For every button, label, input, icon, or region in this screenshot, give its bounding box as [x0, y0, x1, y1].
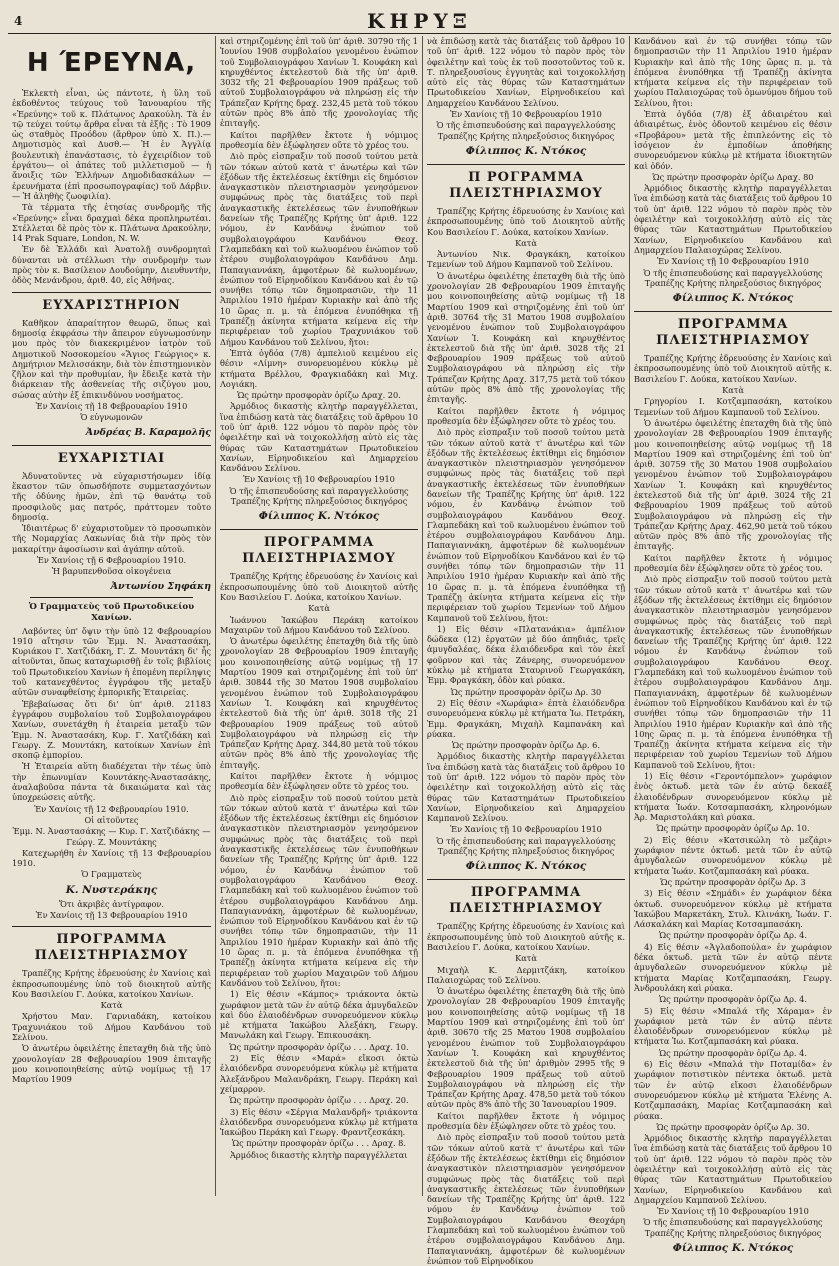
auction-paragraph: 1) Εἰς θέσιν «Γεροντόμπελον» χωράφιον ἑνὸς ὀκτωδ. μετὰ τῶν ἐν αὐτῷ δεκαέξ ἐλαιοδένδρων συνορευόμενον κύκλῳ μὲ κτήματα Ἰωάν. Κοτσαμπασάκη, κληρονόμων Ἀρ. Μαριστολάκη καὶ ρύακα. [634, 771, 832, 823]
column-2 [215, 36, 422, 1196]
auction-paragraph: Τραπέζης Κρήτης ἑδρευούσης ἐν Χανίοις καὶ ἐκπροσωπουμένης ὑπὸ τοῦ Διοικητοῦ αὐτῆς Κου Βασιλείου Γ. Δούκα, κατοίκου Χανίων. [220, 571, 418, 602]
auction-offer: Ὡς πρώτην προσφορὰν ὁρίζω Δρ. 30. [656, 1121, 810, 1132]
thanks-text: Καθῆκον ἀπαραίτητον θεωρῶ, ὅπως καὶ δημοσίᾳ ἐκφράσω τὴν ἄπειρον εὐγνωμοσύνην μου πρὸς τὸν διακεκριμένον ἰατρὸν τοῦ Δημοτικοῦ Νοσοκομείου «Ἅγιος Γεώργιος» κ. Δημήτριον Μελισσάκην, διὰ τὸν ἐπιστημονικὸν ζῆλον καὶ τὴν προθυμίαν, ἣν ἔδειξε κατὰ τὴν διάρκειαν τῆς ἀσθενείας τῆς σιζύγου μου, σώσας αὐτὴν ἐξ ἐπικινδύνου νοσήματος. [12, 317, 211, 400]
auction-date: Ἐν Χανίοις τῇ 10 Φεβρουαρίου 1910 [657, 256, 809, 267]
ereuna-title: Η ΈΡΕΥΝΑ, [26, 48, 197, 78]
auction-lawyer-note: Ὁ τῆς ἐπισπευδούσης καὶ παραγγελλούσης Τραπέζης Κρήτης πληρεξούσιος δικηγόρος [436, 835, 616, 857]
notary-applicants: Ἐμμ. Ν. Ἀναστασάκης — Κυρ. Γ. Χατζιδάκης — Γεώργ. Ζ. Μουντάκης [12, 826, 211, 847]
notary-heading: Ὁ Γραμματεὺς τοῦ Πρωτοδικείου Χανίων. [28, 601, 195, 623]
auction-paragraph: Τραπέζης Κρήτης ἑδρευούσης ἐν Χανίοις καὶ ἐκπροσωπουμένης ὑπὸ τοῦ Διοικητοῦ αὐτῆς κ. Βασιλείου Γ. Δούκα, κατοίκου Χανίων. [634, 353, 832, 384]
auction-paragraph: Κανδάνου καὶ ἐν τῷ συνήθει τόπῳ τῶν δημοπρασιῶν τὴν 11 Ἀπριλίου 1910 ἡμέραν Κυριακὴν καὶ ἀπὸ τῆς 10ης ὥρας π. μ. τὰ ἑπόμενα ἐνυπόθηκα τῇ Τραπέζῃ ἀκίνητα κτήματα κείμενα εἰς τὴν περιφέρειαν τοῦ χωρίου Παλαιοχώρας τοῦ ὁμωνύμου δήμου τοῦ Σελίνου, ἤτοι: [634, 36, 832, 108]
auction-date: Ἐν Χανίοις τῇ 10 Φεβρουαρίου 1910 [450, 824, 602, 835]
auction-paragraph: Ἰωάννου Ἰακώβου Περάκη κατοίκου Μαχαιρῶν τοῦ Δήμου Κανδάνου τοῦ Σελίνου. [220, 614, 418, 635]
auction-paragraph: 1) Εἰς θέσιν «Κάμπος» τριάκοντα ὀκτὼ χωράφιον μετὰ τῶν ἐν αὐτῷ δέκα ἀμυγδαλεῶν καὶ δύο ἐλαιοδένδρων συνορευόμενον κύκλῳ μὲ κτήματα Ἰακώβου Ἀλεξάκη, Γεωργ. Μανωλάκη καὶ Γεωργ. Ἐπικουσάκη. [220, 989, 418, 1041]
auction-offer: Ὡς πρώτην προσφορὰν ὁρίζω . . . Δραχ. 10. [229, 1041, 409, 1052]
auction-paragraph: Ἁρμόδιος δικαστὴς κλητὴρ παραγγέλλεται ἵνα ἐπιδώσῃ κατὰ τὰς διατάξεις τοῦ ἄρθρου 10 τοῦ ὑπ' ἀριθ. 122 νόμου τὸ παρὸν πρὸς τὸν ὀφειλέτην καὶ τοιχοκολλήσῃ αὐτὸ εἰς τὰς θύρας τῶν Καταστημάτων Πρωτοδικείου Χανίων, Εἰρηνοδικείου καὶ Δημαρχείου Καμπανοῦ Σελίνου. [427, 751, 625, 824]
auction-paragraph: Ἁρμόδιος δικαστὴς κλητὴρ παραγγέλλεται [230, 1149, 408, 1160]
auction-signature: Φίλιππος Κ. Ντόκος [465, 860, 587, 873]
running-head [8, 6, 831, 34]
auction-kata: Κατὰ [722, 385, 744, 396]
auction-paragraph: Ἁρμόδιος δικαστὴς κλητὴρ παραγγέλλεται ἵνα ἐπιδώσῃ κατὰ τὰς διατάξεις τοῦ ἄρθρου 10 τοῦ ὑπ' ἀριθ. 122 νόμου τὸ παρὸν πρὸς τὸν ὀφειλέτην καὶ τοιχοκολλήσῃ αὐτὸ εἰς τὰς θύρας τῶν Καταστημάτων Πρωτοδικείου Χανίων, Εἰρηνοδικείου Κανδάνου καὶ Δημαρχείου Παλαιοχώρας Σελίνου. [634, 183, 832, 255]
auction-kata: Κατὰ [100, 1000, 123, 1011]
auction-paragraph: Ὁ ἀνωτέρω ὀφειλέτης ἐπεταχθη διὰ τῆς ὑπὸ χρονολογίαν 28 Φεβρουαρίου 1909 ἐπιταγῆς μου κοινοποιηθείσης αὐτῷ νομίμως τῇ 17 Μαρτίου 1909 καὶ στηριζομένης ἐπὶ τοῦ ὑπ' ἀριθ. 30844 τῆς 30 Ματου 1908 συμβολαίου γενομένου ἐνώπιον τοῦ Συμβολαιογράφου Χανίων Ἰ. Κουφάκη καὶ κηρυχθέντος ἐκτελεστοῦ διὰ τῆς ὑπ' ἀριθ. 3018 τῆς 21 Φεβρουαρίου 1909 πράξεως τοῦ αὐτοῦ Συμβολαιογράφου νὰ πληρώσῃ εἰς τὴν Τράπεζαν Κρήτης Δραχ. 344,80 μετὰ τοῦ τόκου αὐτῶν πρὸς 8% ἀπὸ τῆς χρονολογίας τῆς ἐπιταγῆς. [220, 636, 418, 770]
thanks-signature: Ἀνδρέας Β. Καραμολῆς [85, 426, 211, 438]
auction-offer: Ὡς πρώτην προσφορὰν ὁρίζω Δρ. 3 [660, 876, 806, 887]
auction-paragraph: Γρηγορίου Ι. Κοτζαμπασάκη, κατοίκου Τεμενίων τοῦ Δήμου Καμπανοῦ τοῦ Σελίνου. [634, 396, 832, 417]
notary-date: Ἐν Χανίοις τῇ 12 Φεβρουαρίου 1910. [34, 803, 189, 814]
auction-offer: Ὡς πρώτην προσφορὰν ὁρίζω . . . Δραχ. 8. [231, 1138, 406, 1149]
auction-paragraph: Τραπέζης Κρήτης ἑδρευούσης ἐν Χανίοις καὶ ἐκπροσωπουμένης ὑπὸ τοῦ Διοικητοῦ αὐτῆς Κου Βασιλείου Γ. Δούκα, κατοίκου Χανίων. [427, 205, 625, 237]
auction-paragraph: Ὁ ἀνωτέρω ὀφειλέτης ἐπεταχθη διὰ τῆς ὑπὸ χρονολογίαν 28 Φεβρουαρίου 1909 ἐπιταγῆς μου κοινοποιηθείσης αὐτῷ νομίμως τῇ 18 Μαρτίου 1909 καὶ στηριζομένης ἐπὶ τοῦ ὑπ' ἀριθ. 30670 τῆς 25 Ματου 1908 συμβολαίου γενομένου ἐνώπιον τοῦ Συμβολαιογράφου Χανίων Ἰ. Κουφάκη καὶ κηρυχθέντος ἐκτελεστοῦ διὰ τῆς ὑπ' ἀριθμὸν 2995 τῆς 9 Φεβρουαρίου 1909 πράξεως τοῦ αὐτοῦ Συμβολαιογράφου νὰ πληρώσῃ εἰς τὴν Τράπεζαν Κρήτης Δραχ. 478,50 μετὰ τοῦ τόκου αὐτῶν πρὸς 8% ἀπὸ τῆς 30 Ἰανουαρίου 1909. [427, 986, 625, 1110]
auction-paragraph: Ἑπτὰ ὀγδόα (7/8) ἐξ ἀδιαιρέτου καὶ ἀδιαιρέτως, ἑνὸς ὀδοντοῦ κειμένου εἰς θέσιν «Προβάρου» μετὰ τῆς ἐπιπλεόντης εἰς τὸ ἰσόγειον ἐν ἐμποδίων ἀποθήκης συνορευόμενον κύκλῳ μὲ κτήματα ἰδιοκτητῶν καὶ ὁδόν. [634, 109, 832, 171]
notary-secretary: Κ. Νυστεράκης [65, 883, 158, 896]
auction-kata: Κατὰ [515, 237, 537, 248]
auction-paragraph: Ἑπτὰ ὀγδόα (7/8) ἀμπελιοῦ κειμένου εἰς θέσιν «Λίμνη» συνορευομένου κύκλῳ μὲ κτήματα Βρέλλου, Φραγκιαδάκη καὶ Μιχ. Λογιάκη. [220, 347, 418, 389]
auction-paragraph: Ἁρμόδιος δικαστὴς κλητὴρ παραγγέλλεται, ἵνα ἐπιδώσῃ κατὰ τὰς διατάξεις τοῦ ἄρθρου 10 τοῦ ὑπ' ἀριθ. 122 νόμου τὸ παρὸν πρὸς τὸν ὀφειλέτην καὶ νὰ τοιχοκολλήσῃ αὐτὸ εἰς τὰς θύρας τῶν Καταστημάτων Πρωτοδικείου Χανίων, Εἰρηνοδικείου καὶ Δημαρχείου Κανδάνου Σελίνου. [220, 401, 418, 474]
auction-paragraph: 3) Εἰς θέσιν «Σημάδι» ἐν χωράφιον δέκα ὀκτωδ. συνορευόμενον κύκλῳ μὲ κτήματα Ἰακώβου Μαρκετάκη, Στυλ. Κλινάκη, Ἰωάν. Γ. Λάσκαλάκη καὶ Μαρίας Κοτσαμπασάκη. [634, 888, 832, 930]
auction-paragraph: 2) Εἰς θέσιν «Κατσικώλη τὸ μεζάρι» χωράφιον πέντε ὀκτωδ. μετὰ τῶν ἐν αὐτῷ ἀμυγδαλεῶν συνορευόμενον κύκλῳ μὲ κτήματα Ἰωάν. Κοτζαμπασάκη καὶ ρύακα. [634, 834, 832, 876]
auction-offer: Ὡς πρώτην προσφορὰν ὁρίζω Δρ. 4. [659, 1047, 807, 1058]
column-1 [8, 36, 215, 1196]
auction-offer: Ὡς πρώτην προσφορὰν ὁρίζω Δρ. 10. [656, 823, 810, 834]
auction-paragraph: Διὸ πρὸς εἰσπραξιν τοῦ ποσοῦ τούτου μετὰ τῶν τόκων αὐτοῦ κατὰ τ' ἀνωτέρω καὶ τῶν ἐξόδων τῆς ἐκτελέσεως ἐκτίθημι εἰς δημόσιον ἀναγκαστικὸν πλειστηριασμὸν γενησόμενον συμφώνως πρὸς τὰς διατάξεις τοῦ περὶ ἀναγκαστικῆς ἐκτελέσεως τῶν ἐνυποθήκων δανείων τῆς Τραπέζης Κρήτης ὑπ' ἀριθ. 122 νόμου ἐν Κανδάνῳ ἐνώπιον τοῦ Συμβολαιογράφου Κανδάνου Θεοχάρη Γλαμπεδάκη καὶ τοῦ κωλυομένου ἐνώπιον τοῦ ἑτέρου συμβολαιογράφου Κανδάνου Δημ. Παπαγιαννάκη, ἀμφοτέρων δὲ κωλυομένων ἐνώπιον τοῦ Εἰρηνοδίκου [427, 1132, 625, 1266]
notary-secretary-label: Ὁ Γραμματεὺς [81, 869, 142, 880]
thanks2-family: Ἡ βαρυπενθοῦσα οἰκογένεια [51, 566, 172, 577]
auction-signature: Φίλιππος Κ. Ντόκος [465, 144, 587, 157]
auction-paragraph: Καίτοι παρῆλθεν ἔκτοτε ἡ νόμιμος προθεσμία δὲν ἐξώφλησεν οὔτε τὸ χρέος του. [427, 405, 625, 426]
auction-signature: Φίλιππος Κ. Ντόκος [258, 510, 380, 523]
auction-paragraph: 2) Εἰς θέσιν «Μαρά» εἴκοσι ὀκτὼ ἐλαιόδενδρα συνορευόμενα κύκλῳ μὲ κτήματα Ἀλεξάνδρου Μαλανδράκη, Γεωργ. Περάκη καὶ χείμαρρον. [220, 1053, 418, 1094]
auction-offer: Ὡς πρώτην προσφορὰν ὁρίζω Δραχ. 80 [652, 171, 814, 182]
auction-paragraph: Ἀντωνίου Νικ. Φραγκάκη, κατοίκου Τεμενίων τοῦ Δήμου Καμπανοῦ τοῦ Σελίνου. [427, 249, 625, 270]
auction-paragraph: 1) Εἰς θέσιν «Πλατανάκια» ἀμπέλιον δώδεκα (12) ἐργατῶν μὲ δύο ἀπηδιάς, τρεῖς ἀμυγδαλέας, δέκα ἐλαιόδενδρα καὶ τὸν ἐκεῖ φοῦρνον καὶ τὰς Ζάνερης, συνορευόμενον κύκλῳ μὲ κτήματα Σταυρινοῦ Γεωργακάκη, Ἐμμ. Φραγκάκη, ὁδὸν καὶ ρύακα. [427, 623, 625, 686]
auction-signature: Φίλιππος Κ. Ντόκος [672, 292, 794, 305]
auction-paragraph: Ὁ ἀνωτέρω ὀφειλέτης ἐπεταχθη διὰ τῆς ὑπὸ χρονολογίαν 28 Φεβρουαρίου 1909 ἐπιταγῆς μου κοινοποιηθείσης αὐτῷ νομίμως τῇ 17 Μαρτίου 1909 [12, 1043, 211, 1085]
auction-paragraph: καὶ στηριζομένης ἐπὶ τοῦ ὑπ' ἀριθ. 30790 τῆς 1 Ἰουνίου 1908 συμβολαίου γενομένου ἐνώπιον τοῦ Συμβολαιογράφου Χανίων Ἰ. Κουφάκη καὶ κηρυχθέντος ἐκτελεστοῦ διὰ τῆς ὑπ' ἀριθ. 3032 τῆς 21 Φεβρουαρίου 1909 πράξεως τοῦ αὐτοῦ Συμβολαιογράφου νὰ πληρώσῃ εἰς τὴν Τράπεζαν Κρήτης δραχ. 232,45 μετὰ τοῦ τόκου αὐτῶν πρὸς 8% ἀπὸ τῆς χρονολογίας τῆς ἐπιταγῆς. [220, 36, 418, 129]
auction-paragraph: Μιχαὴλ Κ. Δερμιτζάκη, κατοίκου Παλαιοχώρας τοῦ Σελίνου. [427, 964, 625, 985]
notary-registered: Κατεχωρήθη ἐν Χανίοις τῇ 13 Φεβρουαρίου 1910. [12, 847, 211, 869]
divider [30, 597, 193, 598]
columns [8, 36, 832, 1266]
auction-offer: Ὡς πρώτην προσφορὰν ὁρίζω Δρ. 6. [452, 740, 600, 751]
notary-paragraph: Ἐβεβαίωσας ὅτι δι' ὑπ' ἀριθ. 21183 ἐγγράφου συμβολαίου τοῦ Συμβολαιογράφου Χανίων, συνετάχθη ἡ ἑταιρεία μεταξὺ τῶν Ἐμμ. Ν. Ἀναστασάκη, Κυρ. Γ. Χατζιδάκη καὶ Γεωργ. Ζ. Μουντάκη, κατοίκων Χανίων ἐπὶ σκοπῷ ἐμπορίου. [12, 698, 211, 761]
thanks-grateful: Ὁ εὐγνωμονῶν [80, 412, 143, 423]
auction-paragraph: Ἁρμόδιος δικαστὴς κλητὴρ παραγγέλλεται ἵνα ἐπιδώσῃ κατὰ τὰς διατάξεις τοῦ ἄρθρου 10 τοῦ ὑπ' ἀριθ. 122 νόμου τὸ παρὸν πρὸς τὸν ὀφειλέτην καὶ τοιχοκολλήσῃ αὐτὸ εἰς τὰς θύρας τῶν Καταστημάτων Πρωτοδικείου Χανίων, Εἰρηνοδικείου Κανδάνου καὶ Δημαρχείου Καμπανοῦ Σελίνου. [634, 1133, 832, 1205]
auction-signature: Φίλιππος Κ. Ντόκος [672, 1242, 794, 1255]
auction-kata: Κατὰ [515, 953, 537, 964]
auction-paragraph: Καίτοι παρῆλθεν ἔκτοτε ἡ νόμιμος προθεσμία δὲν ἐξώφλησεν οὔτε τὸ χρέος του. [220, 129, 418, 150]
auction-title: ΠΡΟΓΡΑΜΜΑ ΠΛΕΙΣΤΗΡΙΑΣΜΟΥ [12, 926, 211, 964]
auction-paragraph: Χρήστου Μαν. Γαρνιαδάκη, κατοίκου Τραχυνιάκου τοῦ Δήμου Κανδάνου τοῦ Σελίνου. [12, 1011, 211, 1043]
auction-date: Ἐν Χανίοις τῇ 10 Φεβρουαρίου 1910 [450, 109, 602, 120]
thanks-date: Ἐν Χανίοις τῇ 18 Φεβρουαρίου 1910 [35, 401, 188, 412]
notary-applicants-label: Οἱ αἰτοῦντες [84, 814, 139, 825]
ereuna-paragraph: Ἐν δὲ Ἑλλάδι καὶ Ἀνατολῇ συνδρομηταὶ δύνανται νὰ στέλλωσι τὴν συνδρομὴν των πρὸς τὸν κ. Βασίλειον Δουδούμην, Διευθυντὴν, ὁδὸς Μενάνδρου, ἀριθ. 40, εἰς Ἀθήνας. [12, 244, 211, 286]
auction-paragraph: 5) Εἰς θέσιν «Μπαλά τῆς Χάραμα» ἐν χωράφιον μετὰ τῶν ἐν αὐτῷ πέντε ἐλαιοδένδρων συνορευόμενον κύκλῳ μὲ κτήματα Ἰω. Κοτζαμπασάκη καὶ ρύακα. [634, 1005, 832, 1047]
auction-kata: Κατὰ [308, 603, 330, 614]
auction-paragraph: Ὁ ἀνωτέρω ὀφειλέτης ἐπεταχθη διὰ τῆς ὑπὸ χρονολογίαν 28 Φεβρουαρίου 1909 ἐπιταγῆς μου κοινοποιηθείσης αὐτῷ νομίμως τῇ 18 Μαρτίου 1909 καὶ στηριζομένης ἐπὶ τοῦ ὑπ' ἀριθ. 30764 τῆς 31 Ματου 1908 συμβολαίου γενομένου ἐνώπιον τοῦ Συμβολαιογράφου Χανίων Ἰ. Κουφάκη καὶ κηρυχθέντος ἐκτελεστοῦ διὰ τῆς ὑπ' ἀριθ. 3028 τῆς 21 Φεβρουαρίου 1909 πράξεως τοῦ αὐτοῦ Συμβολαιογράφου νὰ πληρώσῃ εἰς τὴν Τράπεζαν Κρήτης Δραχ. 317,75 μετὰ τοῦ τόκου αὐτῶν πρὸς 8% ἀπὸ τῆς χρονολογίας τῆς ἐπιταγῆς. [427, 270, 625, 405]
notary-paragraph: Ἡ Ἑταιρεία αὕτη διαδέχεται τὴν τέως ὑπὸ τὴν ἐπωνυμίαν Κουντάκης-Ἀναστασάκης, ἀναλαβοῦσα πάντα τὰ δικαιώματα καὶ τὰς ὑποχρεώσεις αὐτῆς. [12, 761, 211, 803]
auction-paragraph: 6) Εἰς θέσιν «Μπαλά τὴν Ποταμίδα» ἐν χωράφιον ποτιστικὸν πέντεκα ὀκτωδ. μετὰ τῶν ἐν αὐτῷ εἴκοσι ἐλαιοδένδρων συνορευόμενον κύκλῳ μὲ κτήματα Ἐλένης Α. Κοτζαμπασάκη, Μαρίας Κοτζαμπασάκη καὶ ρύακα. [634, 1059, 832, 1121]
auction-paragraph: 3) Εἰς θέσιν «Σέργια Μαλανδρῆ» τριάκοντα ἐλαιόδενδρα συνορευόμενα κύκλῳ μὲ κτήματα Ἰακώβου Περάκη καὶ Γεωργ. Φραντζεσκάκη. [220, 1106, 418, 1138]
auction-paragraph: νὰ ἐπιδώσῃ κατὰ τὰς διατάξεις τοῦ ἄρθρου 10 τοῦ ὑπ' ἀριθ. 122 νόμου τὸ παρὸν πρὸς τὸν ὀφειλέτην καὶ τοὺς ἐκ τοῦ ποσοτοῦντος τοῦ κ. Τ. πληρεξουσίους ἐγγυητὰς καὶ τοιχοκολλήσῃ αὐτὸ εἰς τὰς θύρας τῶν Καταστημάτων Πρωτοδικείου Χανίων, Εἰρηνοδικείου καὶ Δημαρχείου Κανδάνου Σελίνου. [427, 36, 625, 108]
notary-copy-date: Ἐν Χανίοις τῇ 13 Φεβρουαρίου 1910 [35, 910, 188, 920]
auction-paragraph: Τραπέζης Κρήτης ἑδρευούσης ἐν Χανίοις καὶ ἐκπροσωπουμένης ὑπὸ τοῦ Διοικητοῦ αὐτῆς κ. Βασιλείου Γ. Δούκα, κατοίκου Χανίων. [427, 921, 625, 952]
auction-lawyer-note: Ὁ τῆς ἐπισπευδούσης καὶ παραγγελλούσης Τραπέζης Κρήτης πληρεξούσιος δικηγόρος [643, 1217, 823, 1238]
notary-paragraph: Λαβόντες ὑπ' ὄψιν τὴν ὑπὸ 12 Φεβρουαρίου 1910 αἴτησιν τῶν Ἐμμ. Ν. Ἀναστασάκη, Κυριάκου Γ. Χατζιδάκη, Γ. Ζ. Μουντάκη δι' ἧς αἰτοῦνται, ὅπως καταχωρισθῇ ἐν τοῖς βιβλίοις τοῦ Πρωτοδικείου Χανίων ἡ ἐπομένη περίληψις τοῦ κατανεχθέντος ἐγγράφου τῆς μεταξὺ αὐτῶν συναφθείσης ἑμπορικῆς Ἑταιρείας. [12, 625, 211, 698]
auction-paragraph: Καίτοι παρῆλθεν ἔκτοτε ἡ νόμιμος προθεσμία δὲν ἐξώφλησεν οὔτε τὸ χρέος του. [220, 771, 418, 792]
thanks2-title: ΕΥΧΑΡΙΣΤΙΑΙ [12, 445, 211, 467]
auction-offer: Ὡς πρώτην προσφορὰν ὁρίζω . . . Δραχ. 20. [229, 1095, 409, 1106]
masthead: ΚΗΡΥΞ [367, 9, 472, 33]
thanks-title: ΕΥΧΑΡΙΣΤΗΡΙΟΝ [12, 292, 211, 314]
auction-paragraph: Διὸ πρὸς εἰσπραξιν τοῦ ποσοῦ τούτου μετὰ τῶν τόκων αὐτοῦ κατὰ τ' ἀνωτέρω καὶ τῶν ἐξόδων τῆς ἐκτελέσεως ἐκτίθημι εἰς δημόσιον ἀναγκαστικὸν πλειστηριασμὸν γενησόμενον συμφώνως πρὸς τὰς διατάξεις τοῦ περὶ ἀναγκαστικῆς ἐκτελέσεως τῶν ἐνυποθήκων δανείων τῆς Τραπέζης Κρήτης ὑπ' ἀριθ. 122 νόμου, ἐν Κανδάνῳ ἐνώπιον τοῦ συμβολαιογράφου Κανδάνου Θεοχ. Γλαμπεδάκη καὶ τοῦ κωλυομένου ἐνώπιον τοῦ ἑτέρου συμβολαιογράφου Κανδάνου Δημ. Παπαγιαννάκη, ἀμφοτέρων δὲ κωλυομένων, ἐνώπιον τοῦ Εἰρηνοδίκου Κανδάνου καὶ ἐν τῷ συνήθει τόπῳ τῶν δημοπρασιῶν, τὴν 11 Ἀπριλίου 1910 ἡμέραν Κυριακὴν καὶ ἀπὸ τῆς 10 ὥρας π. μ. τὰ ἑπόμενα ἐνυπόθηκα τῇ Τραπέζῃ ἀκίνητα κτήματα κείμενα εἰς τὴν περιφέρειαν τοῦ χωρίου Τραχυνιάκου τοῦ Δήμου Κανδάνου τοῦ Σελίνου, ἤτοι: [220, 151, 418, 347]
auction-date: Ἐν Χανίοις τῇ 10 Φεβρουαρίου 1910 [243, 474, 395, 485]
auction-offer: Ὡς πρώτην προσφορὰν ὁρίζω Δρ. 4. [659, 994, 807, 1005]
auction-paragraph: Τραπέζης Κρήτης ἑδρευούσης ἐν Χανίοις καὶ ἐκπροσωπουμένης ὑπὸ τοῦ διοικητοῦ αὐτῆς Κου Βασιλείου Γ. Δούκα, κατοίκου Χανίων. [12, 968, 211, 999]
thanks2-paragraph: Ἰδιαιτέρως δ' εὐχαριστοῦμεν τὸ προσωπικὸν τῆς Νομαρχίας Λακωνίας διὰ τὴν πρὸς τὸν μακαρίτην ἀφοσίωσιν καὶ ἀγάπην αὐτοῦ. [12, 523, 211, 554]
thanks2-date: Ἐν Χανίοις τῇ 6 Φεβρουαρίου 1910. [36, 554, 187, 565]
auction-lawyer-note: Ὁ τῆς ἐπισπευδούσης καὶ παραγγελλούσης Τραπέζης Κρήτης πληρεξούσιος δικηγόρος [229, 485, 409, 507]
auction-paragraph: 4) Εἰς θέσιν «Ἀγλαδοπούλα» ἐν χωράφιον δέκα ὀκτωδ. μετὰ τῶν ἐν αὐτῷ πέντε ἀμυγδαλεῶν συνορευόμενον κύκλῳ μὲ κτήματα Μαρίας Κοτζαμπασάκη, Γεωργ. Ἀνδρουλάκη καὶ ρύακα. [634, 941, 832, 993]
thanks2-signature: Ἀντωνίου Σηφάκη [110, 580, 211, 592]
auction-paragraph: Καίτοι παρῆλθεν ἔκτοτε ἡ νόμιμος προθεσμία δὲν ἐξώφλησεν οὔτε τὸ χρέος του. [427, 1110, 625, 1132]
auction-offer: Ὡς πρώτην προσφορὰν ὁρίζω Δραχ. 20. [237, 390, 401, 401]
thanks2-paragraph: Ἀδυνατοῦντες νὰ εὐχαριστήσωμεν ἰδίᾳ ἕκαστον τῶν ὁπωσδήποτε συμμετασχόντων τῆς ὀδύνης ἡμῶν, ἐπὶ τῷ θανάτῳ τοῦ προσφιλοῦς μας πατρός, πράττομεν τοῦτο δημοσίᾳ. [12, 470, 211, 522]
auction-paragraph: Διὸ πρὸς εἰσπραξιν τοῦ ποσοῦ τούτου μετὰ τῶν τόκων αὐτοῦ κατὰ τ' ἀνωτέρω καὶ τῶν ἐξόδων τῆς ἐκτελέσεως ἐκτίθημι εἰς δημόσιον ἀναγκαστικὸν πλειστηριασμὸν γενησόμενον συμφώνως πρὸς τὰς διατάξεις τοῦ περὶ ἀναγκαστικῆς ἐκτελέσεως τῶν ἐνυποθήκων δανείων τῆς Τραπέζης Κρήτης ὑπ' ἀριθ. 122 νόμου, ἐν Κανδάνῳ ἐνώπιον τοῦ συμβολαιογράφου Κανδάνου Θεοχ. Γλαμπεδάκη καὶ τοῦ κωλυομένου ἐνώπιον τοῦ ἑτέρου συμβολαιογράφου Κανδάνου Δημ. Παπαγιαννάκη, ἀμφοτέρων δὲ κωλυομένων, ἐνώπιον τοῦ Εἰρηνοδίκου Κανδάνου καὶ ἐν τῷ συνήθει τόπῳ τῶν δημοπρασιῶν, τὴν 11 Ἀπριλίου 1910 ἡμέραν Κυριακὴν καὶ ἀπὸ τῆς 10 ὥρας π. μ. τὰ ἑπόμενα ἐνυπόθηκα τῇ Τραπέζῃ ἀκίνητα κτήματα κείμενα εἰς τὴν περιφέρειαν τοῦ χωρίου Μαχαιρῶν τοῦ Δήμου Κανδάνου τοῦ Σελίνου, ἤτοι: [220, 792, 418, 988]
column-3 [422, 36, 629, 1266]
auction-paragraph: Ὁ ἀνωτέρω ὀφειλέτης ἐπεταχθη διὰ τῆς ὑπὸ χρονολογίαν 28 Φεβρουαρίου 1909 ἐπιταγῆς μου κοινοποιηθείσης αὐτῷ νομίμως τῇ 18 Μαρτίου 1909 καὶ στηριζομένης ἐπὶ τοῦ ὑπ' ἀριθ. 30759 τῆς 30 Ματου 1908 συμβολαίου γενομένου ἐνώπιον τοῦ Συμβολαιογράφου Χανίων Ἰ. Κουφάκη καὶ κηρυχθέντος ἐκτελεστοῦ διὰ τῆς ὑπ' ἀριθ. 3024 τῆς 21 Φεβρουαρίου 1909 πράξεως τοῦ αὐτοῦ Συμβολαιογράφου νὰ πληρώσῃ εἰς τὴν Τράπεζαν Κρήτης Δραχ. 462,90 μετὰ τοῦ τόκου αὐτῶν πρὸς 8% ἀπὸ τῆς χρονολογίας τῆς ἐπιταγῆς. [634, 417, 832, 552]
auction-lawyer-note: Ὁ τῆς ἐπισπευδούσης καὶ παραγγελλούσης Τραπέζης Κρήτης πληρεξούσιος δικηγόρος [436, 120, 616, 141]
auction-paragraph: Διὸ πρὸς εἰσπραξιν τοῦ ποσοῦ τούτου μετὰ τῶν τόκων αὐτοῦ κατὰ τ' ἀνωτέρω καὶ τῶν ἐξόδων τῆς ἐκτελέσεως ἐκτίθημι εἰς δημόσιον ἀναγκαστικὸν πλειστηριασμὸν γενησόμενον συμφώνως πρὸς τὰς διατάξεις τοῦ περὶ ἀναγκαστικῆς ἐκτελέσεως τῶν ἐνυποθήκων δανείων τῆς Τραπέζης Κρήτης ὑπ' ἀριθ. 122 νόμου ἐν Κανδάνῳ ἐνώπιον τοῦ συμβολαιογράφου Κανδάνου Θεοχ. Γλαμπεδάκη καὶ τοῦ κωλυομένου ἐνώπιον τοῦ ἑτέρου συμβολαιογράφου Κανδάνου Δημ. Παπαγιαννάκη, ἀμφοτέρων δὲ κωλυομένων ἐνώπιον τοῦ Εἰρηνοδίκου Κανδάνου καὶ ἐν τῷ συνήθει τόπῳ τῶν δημοπρασιῶν τὴν 11 Ἀπριλίου 1910 ἡμέραν Κυριακὴν καὶ ἀπὸ τῆς 10ης ὥρας π. μ. τὰ ἑπόμενα ἐνυπόθηκα τῇ Τραπέζῃ ἀκίνητα κτήματα κείμενα εἰς τὴν περιφέρειαν τοῦ χωρίου Τεμενίων τοῦ Δήμου Καμπανοῦ τοῦ Σελίνου, ἤτοι: [634, 574, 832, 770]
auction-offer: Ὡς πρώτην προσφορὰν ὁρίζω Δρ. 4. [659, 930, 807, 941]
auction-paragraph: Διὸ πρὸς εἰσπραξιν τοῦ ποσοῦ τούτου μετὰ τῶν τόκων αὐτοῦ κατὰ τ' ἀνωτέρω καὶ τῶν ἐξόδων τῆς ἐκτελέσεως ἐκτίθημι εἰς δημόσιον ἀναγκαστικὸν πλειστηριασμὸν γενησόμενον συμφώνως πρὸς τὰς διατάξεις τοῦ περὶ ἀναγκαστικῆς ἐκτελέσεως τῶν ἐνυποθήκων δανείων τῆς Τραπέζης Κρήτης ὑπ' ἀριθ. 122 νόμου, ἐν Κανδάνῳ ἐνώπιον τοῦ συμβολαιογράφου Κανδάνου Θεοχ. Γλαμπεδάκη καὶ τοῦ κωλυομένου ἐνώπιον τοῦ ἑτέρου συμβολαιογράφου Κανδάνου Δημ. Παπαγιαννάκη, ἀμφοτέρων δὲ κωλυομένων ἐνώπιον τοῦ Εἰρηνοδίκου Κανδάνου καὶ ἐν τῷ συνήθει τόπῳ τῶν δημοπρασιῶν τὴν 11 Ἀπριλίου 1910 ἡμέραν Κυριακὴν καὶ ἀπὸ τῆς 10 ὥρας π. μ. τὰ ἑπόμενα ἐνυπόθηκα τῇ Τραπέζῃ ἀκίνητα κτήματα κείμενα εἰς τὴν περιφέρειαν τοῦ χωρίου Τεμενίων τοῦ Δήμου Καμπανοῦ τοῦ Σελίνου, ἤτοι: [427, 427, 625, 623]
auction-title: ΠΡΟΓΡΑΜΜΑ ΠΛΕΙΣΤΗΡΙΑΣΜΟΥ [220, 529, 418, 567]
notary-copy: Ὅτι ἀκριβὲς ἀντίγραφον. [59, 898, 164, 909]
auction-date: Ἐν Χανίοις τῇ 10 Φεβρουαρίου 1910 [657, 1206, 809, 1217]
auction-paragraph: 2) Εἰς θέσιν «Χωράφια» ἐπτὰ ἐλαιόδενδρα συνορευόμενα κύκλῳ μὲ κτήματα Ἰω. Πετράκη, Ἐμμ. Φραγκάκη, Μιχαὴλ Καμπανάκη καὶ ρύακα. [427, 697, 625, 739]
auction-title: ΠΡΟΓΡΑΜΜΑ ΠΛΕΙΣΤΗΡΙΑΣΜΟΥ [427, 879, 625, 917]
auction-title: Π ΡΟΓΡΑΜΜΑ ΠΛΕΙΣΤΗΡΙΑΣΜΟΥ [427, 164, 625, 202]
ereuna-paragraph: Τὰ τέρματα τῆς ἐτησίας συνδρομῆς τῆς «Ἐρεύνης» εἶναι δραχμαὶ δέκα προπληρωτέαι. Στέλλεται δὲ πρὸς τὸν κ. Πλάτωνα Δρακούλην, 14 Prak Square, London, N. W. [12, 202, 211, 244]
page-number: 4 [14, 14, 23, 28]
auction-paragraph: Καίτοι παρῆλθεν ἔκτοτε ἡ νόμιμος προθεσμία δὲν ἐξώφλησεν οὔτε τὸ χρέος του. [634, 552, 832, 574]
ereuna-paragraph: Ἐκλεκτὴ εἶναι, ὡς πάντοτε, ἡ ὕλη τοῦ ἐκδοθέντος τεύχους τοῦ Ἰανουαρίου τῆς «Ἐρεύνης» τοῦ κ. Πλάτωνος Δρακούλη. Τὰ ἐν τῷ τεύχει τούτῳ ἄρθρα εἶναι τὰ ἑξῆς : Τὸ 1909 ὡς σταθμὸς Προόδου (ἄρθρον ὑπὸ Χ. Π.).— Δημοτισμὸς καὶ Δυσθ.— Ἡ ἐν Ἀγγλίᾳ βουλευτικὴ ἐπανάστασις, τὸ ἐγχειρίδιον τοῦ ἐργάτου— οἱ ἀπάτες τοῦ μιλλετισμοῦ — ἡ ἄνοιξις τῶν Ἑλλήνων Δημοδιδασκάλων — ἐρευνήματα (ἐπὶ προσωπογραφίας) τοῦ Δάρβιν. — Ἡ ἀληθὴς ζωοφιλία). [12, 88, 211, 201]
auction-title: ΠΡΟΓΡΑΜΜΑ ΠΛΕΙΣΤΗΡΙΑΣΜΟΥ [634, 311, 832, 349]
column-4 [629, 36, 836, 1255]
auction-lawyer-note: Ὁ τῆς ἐπισπευδούσης καὶ παραγγελλούσης Τραπέζης Κρήτης πληρεξούσιος δικηγόρος [643, 267, 823, 288]
auction-offer: Ὡς πρώτην προσφορὰν ὁρίζω Δρ. 30 [450, 686, 602, 697]
